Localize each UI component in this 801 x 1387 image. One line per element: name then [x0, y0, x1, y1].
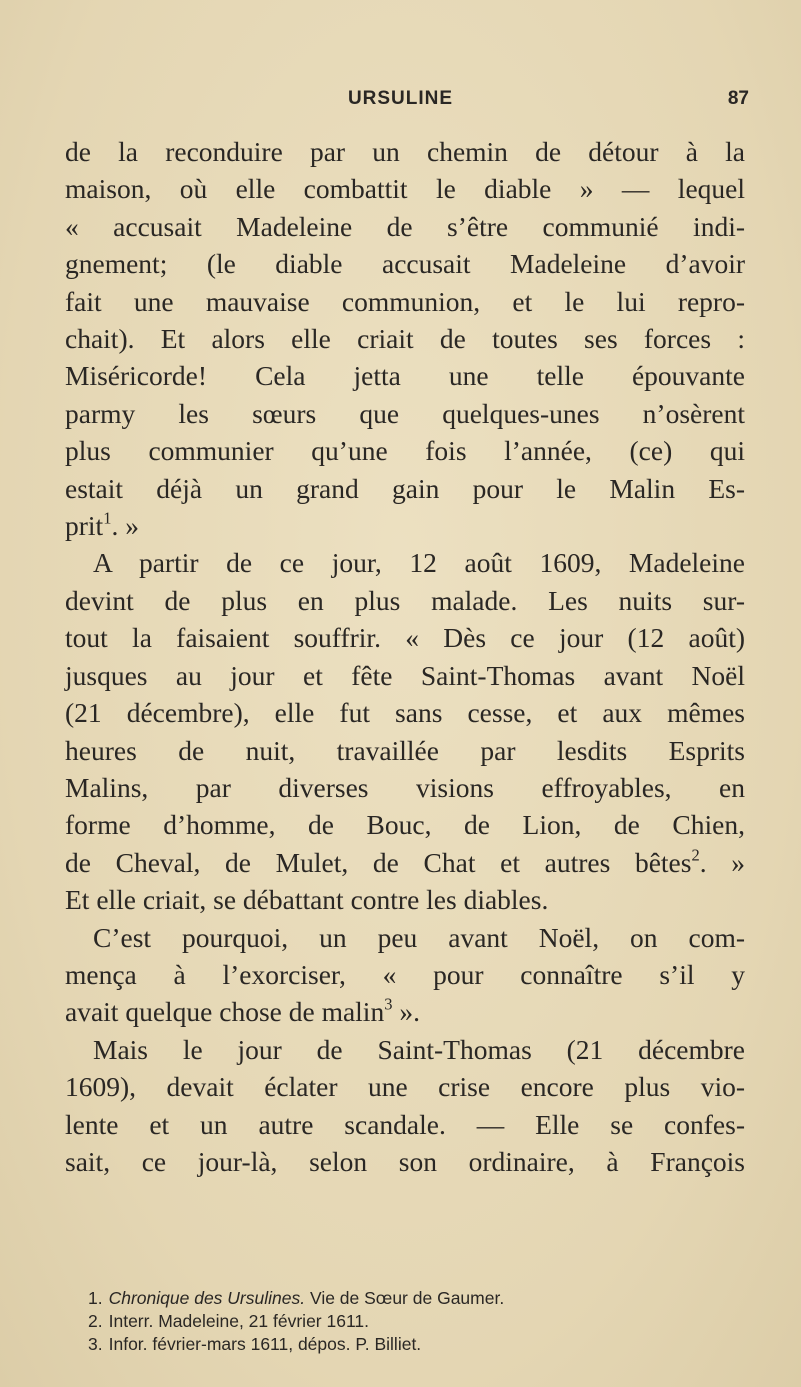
text-line: estait déjà un grand gain pour le Malin Es- [65, 472, 745, 504]
text-line [65, 507, 745, 544]
footnote-text: Vie de Sœur de Gaumer. [305, 1288, 505, 1308]
text-line: maison, où elle combattit le diable » — lequel [65, 173, 745, 205]
footnote-marker: 3 [384, 994, 393, 1014]
text-line: parmy les sœurs que quelques-unes n’osèrent [65, 397, 745, 429]
text-fragment: . » [111, 510, 139, 542]
footnote-marker: 1 [103, 508, 112, 528]
page-header [0, 88, 801, 118]
paragraph-start-line: A partir de ce jour, 12 août 1609, Madeleine [93, 547, 745, 579]
paragraph-start-line: C’est pourquoi, un peu avant Noël, on com- [93, 921, 745, 953]
text-line: heures de nuit, travaillée par lesdits Esprits [65, 734, 745, 766]
text-line: forme d’homme, de Bouc, de Lion, de Chien, [65, 809, 745, 841]
text-line [65, 844, 745, 881]
footnote [88, 1287, 748, 1310]
text-line [65, 993, 745, 1030]
footnotes [88, 1287, 748, 1356]
text-line: sait, ce jour-là, selon son ordinaire, à François [65, 1145, 745, 1177]
text-fragment: . » [699, 846, 746, 878]
text-fragment: prit [65, 510, 104, 542]
footnote-number: 2. [88, 1311, 103, 1331]
text-line: Malins, par diverses visions effroyables, en [65, 771, 745, 803]
text-fragment: ». [392, 996, 420, 1028]
paragraph-start-line: Mais le jour de Saint-Thomas (21 décembre [93, 1033, 745, 1065]
text-line: plus communier qu’une fois l’année, (ce) qui [65, 435, 745, 467]
footnote-text: Interr. Madeleine, 21 février 1611. [108, 1311, 369, 1331]
text-line: de la reconduire par un chemin de détour à la [65, 136, 745, 167]
text-line: devint de plus en plus malade. Les nuits sur- [65, 584, 745, 616]
text-line: Miséricorde! Cela jetta une telle épouvante [65, 360, 745, 392]
running-title: URSULINE [347, 88, 454, 109]
text-line: (21 décembre), elle fut sans cesse, et aux mêmes [65, 697, 745, 729]
footnote-source-title: Chronique des Ursulines. [108, 1288, 306, 1308]
body-text [65, 133, 745, 1180]
text-line: lente et un autre scandale. — Elle se confes- [65, 1108, 745, 1140]
footnote [88, 1310, 748, 1333]
text-line: chait). Et alors elle criait de toutes ses forces : [65, 323, 745, 355]
text-line: gnement; (le diable accusait Madeleine d’avoir [65, 248, 745, 280]
text-line: 1609), devait éclater une crise encore plus vio- [65, 1071, 745, 1103]
text-line: Et elle criait, se débattant contre les diables. [65, 884, 549, 916]
page-number: 87 [727, 88, 749, 109]
text-line: jusques au jour et fête Saint-Thomas avant Noël [65, 659, 745, 691]
footnote-number: 3. [88, 1334, 103, 1354]
footnote-marker: 2 [691, 845, 700, 865]
text-line: tout la faisaient souffrir. « Dès ce jour (12 août) [65, 622, 745, 654]
text-line: fait une mauvaise communion, et le lui repro- [65, 285, 745, 317]
text-line: « accusait Madeleine de s’être communié indi- [65, 210, 745, 242]
footnote-number: 1. [88, 1288, 103, 1308]
text-fragment: de Cheval, de Mulet, de Chat et autres bêtes [65, 846, 692, 878]
text-fragment: avait quelque chose de malin [65, 996, 385, 1028]
text-line: mença à l’exorciser, « pour connaître s’il y [65, 958, 745, 990]
footnote-text: Infor. février-mars 1611, dépos. P. Billiet. [108, 1334, 422, 1354]
footnote [88, 1333, 748, 1356]
